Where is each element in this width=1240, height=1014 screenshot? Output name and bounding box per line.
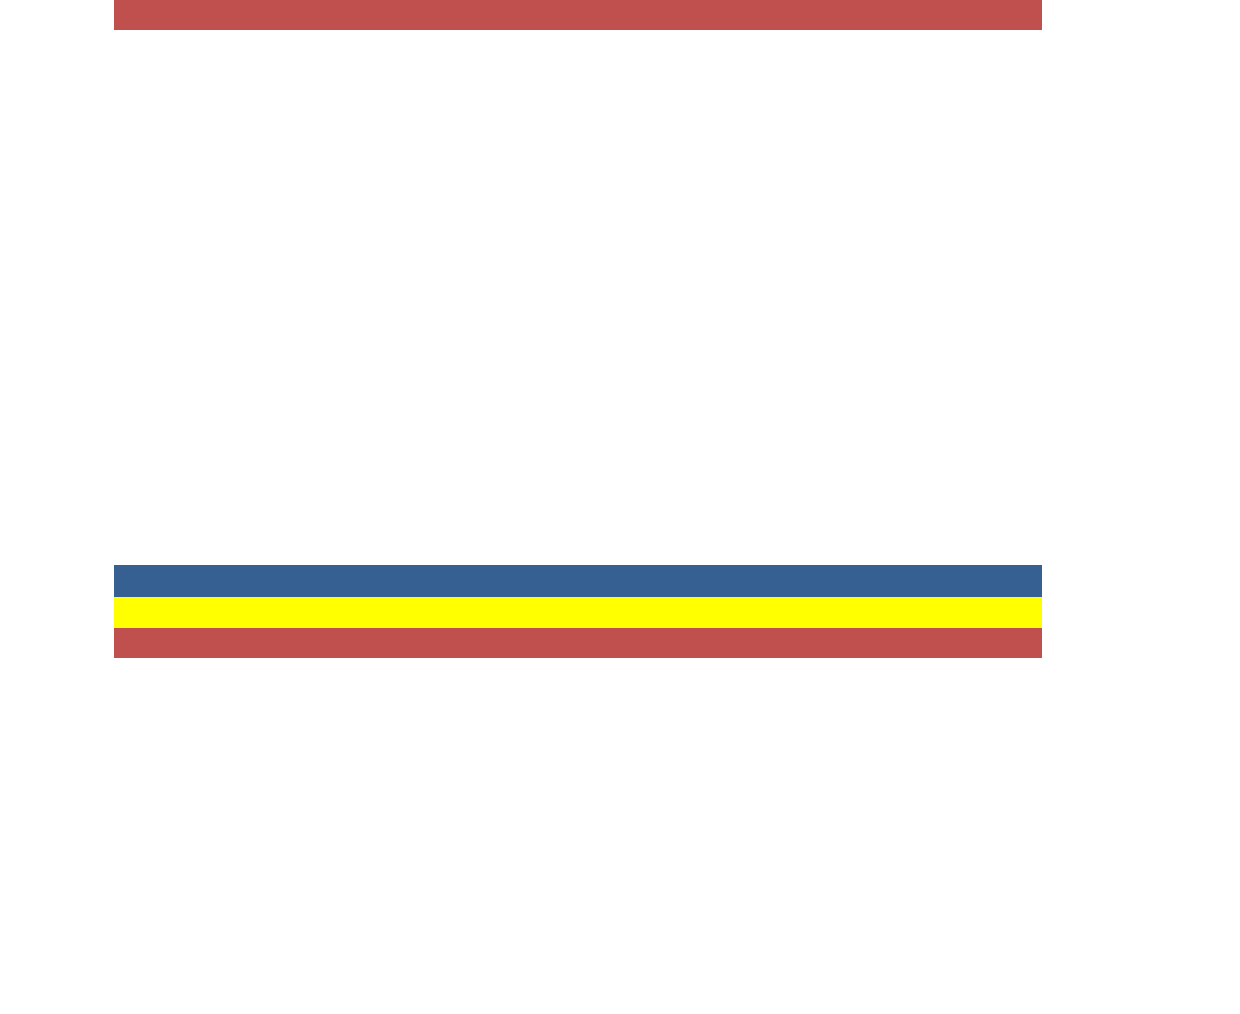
table-blank-row — [114, 628, 1042, 658]
table-header-row — [114, 597, 1042, 628]
header-cto-abs — [820, 597, 932, 628]
top-ranking-table — [114, 0, 1042, 30]
header-puesto — [118, 597, 202, 628]
table-blank-row — [114, 0, 1042, 30]
header-total — [936, 597, 1036, 628]
cuarta-categoria-table — [114, 565, 1042, 658]
category-title — [114, 565, 1042, 597]
header-nombre — [205, 597, 685, 628]
header-copa-fed — [690, 597, 814, 628]
